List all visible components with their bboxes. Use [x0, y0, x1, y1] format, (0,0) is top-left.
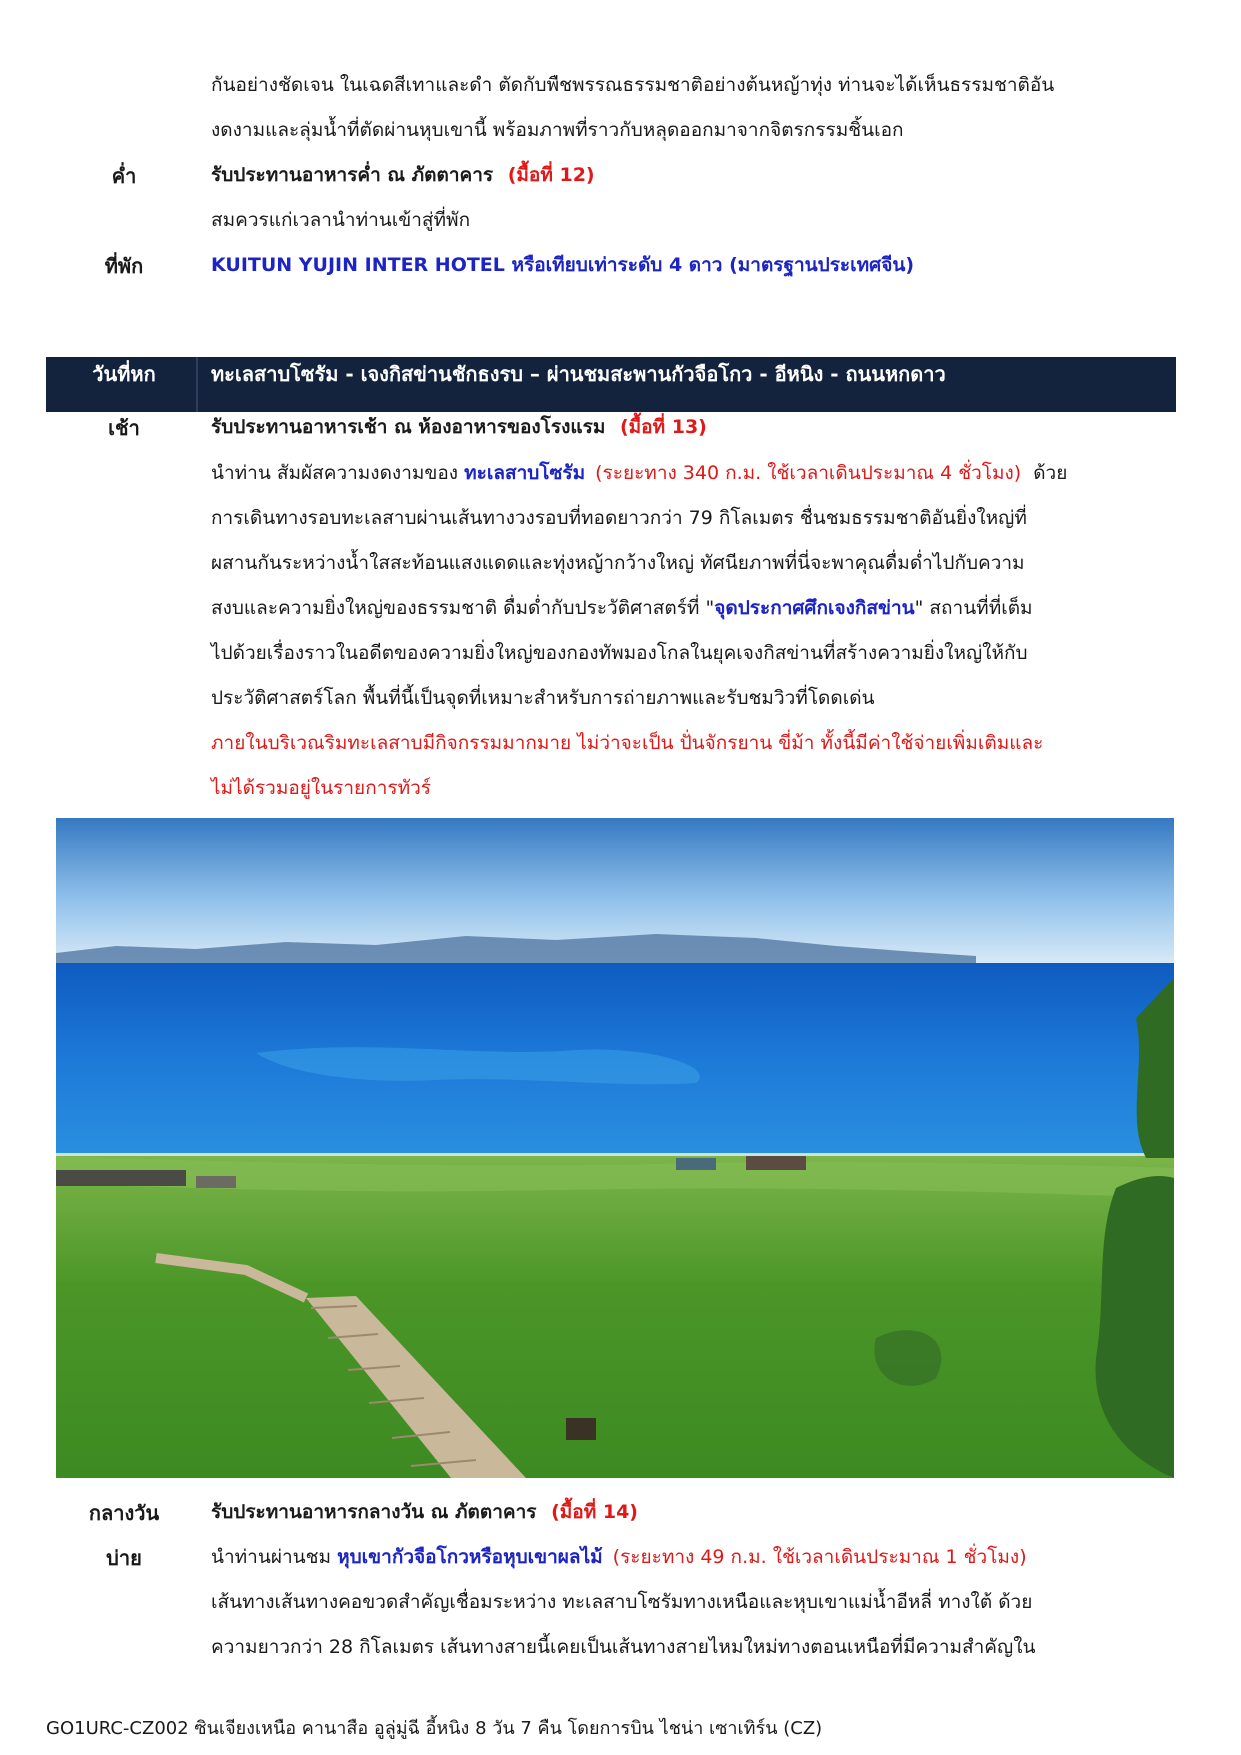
dinner-text	[211, 160, 1171, 190]
dinner-meal-no: (มื้อที่ 12)	[507, 164, 595, 186]
day-header	[46, 357, 1176, 412]
breakfast-desc: รับประทานอาหารเช้า ณ ห้องอาหารของโรงแรม	[211, 416, 606, 438]
morning-line-5: ไปด้วยเรื่องราวในอดีตของความยิ่งใหญ่ของกองทัพมองโกลในยุคเจงกิสข่านที่สร้างความยิ่งใหญ่ให้กับ	[211, 642, 1028, 664]
morning-line-1	[211, 458, 1171, 488]
intro-line-2: งดงามและลุ่มน้ำที่ตัดผ่านหุบเขานี้ พร้อมภาพที่ราวกับหลุดออกมาจากจิตรกรรมชิ้นเอก	[211, 119, 904, 141]
building-right	[746, 1156, 806, 1170]
morning-line-3: ผสานกันระหว่างน้ำใสสะท้อนแสงแดดและทุ่งหญ้ากว้างใหญ่ ทัศนียภาพที่นี่จะพาคุณดื่มด่ำไปกับความ	[211, 552, 1025, 574]
hotel-label: ที่พัก	[104, 254, 144, 278]
morning-line-2: การเดินทางรอบทะเลสาบผ่านเส้นทางวงรอบที่ทอดยาวกว่า 79 กิโลเมตร ชื่นชมธรรมชาติอันยิ่งใหญ่ที่	[211, 507, 1027, 529]
afternoon-line-2: เส้นทางเส้นทางคอขวดสำคัญเชื่อมระหว่าง ทะเลสาบโซรัมทางเหนือและหุบเขาแม่น้ำอีหลี่ ทางใต้ ด้วย	[211, 1591, 1033, 1613]
morning-line-4	[211, 593, 1171, 623]
afternoon-label: บ่าย	[106, 1546, 142, 1570]
morning-meal	[211, 412, 1171, 442]
place-sayram-lake: ทะเลสาบโซรัม	[464, 462, 586, 484]
day-label: วันที่หก	[92, 362, 156, 386]
lunch-meal-no: (มื้อที่ 14)	[551, 1501, 638, 1523]
intro-line-1: กันอย่างชัดเจน ในเฉดสีเทาและดำ ตัดกับพืชพรรณธรรมชาติอย่างต้นหญ้าทุ่ง ท่านจะได้เห็นธรรมชาติอัน	[211, 74, 1055, 96]
place-guozigou: หุบเขากัวจือโกวหรือหุบเขาผลไม้	[337, 1546, 603, 1568]
morning-line-4-start: สงบและความยิ่งใหญ่ของธรรมชาติ ดื่มด่ำกับประวัติศาสตร์ที่ "	[211, 597, 715, 619]
building-center	[676, 1158, 716, 1170]
place-genghis-khan: จุดประกาศศึกเจงกิสข่าน	[714, 597, 915, 619]
distance-note: (ระยะทาง 340 ก.ม. ใช้เวลาเดินประมาณ 4 ชั่วโมง)	[595, 462, 1022, 484]
dinner-desc: รับประทานอาหารค่ำ ณ ภัตตาคาร	[211, 164, 494, 186]
signboard	[566, 1418, 596, 1440]
breakfast-meal-no: (มื้อที่ 13)	[619, 416, 707, 438]
lunch-text	[211, 1497, 1171, 1527]
afternoon-line-3: ความยาวกว่า 28 กิโลเมตร เส้นทางสายนี้เคยเป็นเส้นทางสายไหมใหม่ทางตอนเหนือที่มีความสำคัญใน	[211, 1636, 1036, 1658]
morning-line-6: ประวัติศาสตร์โลก พื้นที่นี้เป็นจุดที่เหมาะสำหรับการถ่ายภาพและรับชมวิวที่โดดเด่น	[211, 687, 875, 709]
afternoon-intro: นำท่านผ่านชม	[211, 1546, 338, 1568]
sayram-lake-photo	[56, 818, 1174, 1478]
lake-landscape-image	[56, 818, 1174, 1478]
activity-warning-1: ภายในบริเวณริมทะเลสาบมีกิจกรรมมากมาย ไม่ว่าจะเป็น ปั่นจักรยาน ขี่ม้า ทั้งนี้มีค่าใช้จ่ายเพิ่มเติมและ	[211, 732, 1044, 754]
building-small	[196, 1176, 236, 1188]
dinner-note: สมควรแก่เวลานำท่านเข้าสู่ที่พัก	[211, 209, 471, 231]
lunch-desc: รับประทานอาหารกลางวัน ณ ภัตตาคาร	[211, 1501, 537, 1523]
morning-label: เช้า	[108, 416, 140, 440]
lunch-label: กลางวัน	[88, 1501, 160, 1525]
afternoon-distance: (ระยะทาง 49 ก.ม. ใช้เวลาเดินประมาณ 1 ชั่วโมง)	[612, 1546, 1027, 1568]
morning-line-1-end: ด้วย	[1033, 462, 1068, 484]
grassland	[56, 1156, 1174, 1478]
activity-warning-2: ไม่ได้รวมอยู่ในรายการทัวร์	[211, 777, 431, 799]
building-left	[56, 1170, 186, 1186]
afternoon-line-1	[211, 1542, 1171, 1572]
dinner-label: ค่ำ	[111, 164, 137, 188]
day-header-divider	[196, 357, 198, 412]
hotel-text: KUITUN YUJIN INTER HOTEL หรือเทียบเท่าระดับ 4 ดาว (มาตรฐานประเทศจีน)	[211, 254, 915, 276]
page-footer: GO1URC-CZ002 ซินเจียงเหนือ คานาสือ อูลู่มู่ฉี อี้หนิง 8 วัน 7 คืน โดยการบิน ไชน่า เซาเทิร์น (CZ)	[46, 1718, 823, 1739]
day-title: ทะเลสาบโซรัม - เจงกิสข่านชักธงรบ – ผ่านชมสะพานกัวจือโกว - อีหนิง - ถนนหกดาว	[211, 362, 946, 386]
morning-line-4-end: " สถานที่ที่เต็ม	[914, 597, 1033, 619]
morning-intro: นำท่าน สัมผัสความงดงามของ	[211, 462, 465, 484]
